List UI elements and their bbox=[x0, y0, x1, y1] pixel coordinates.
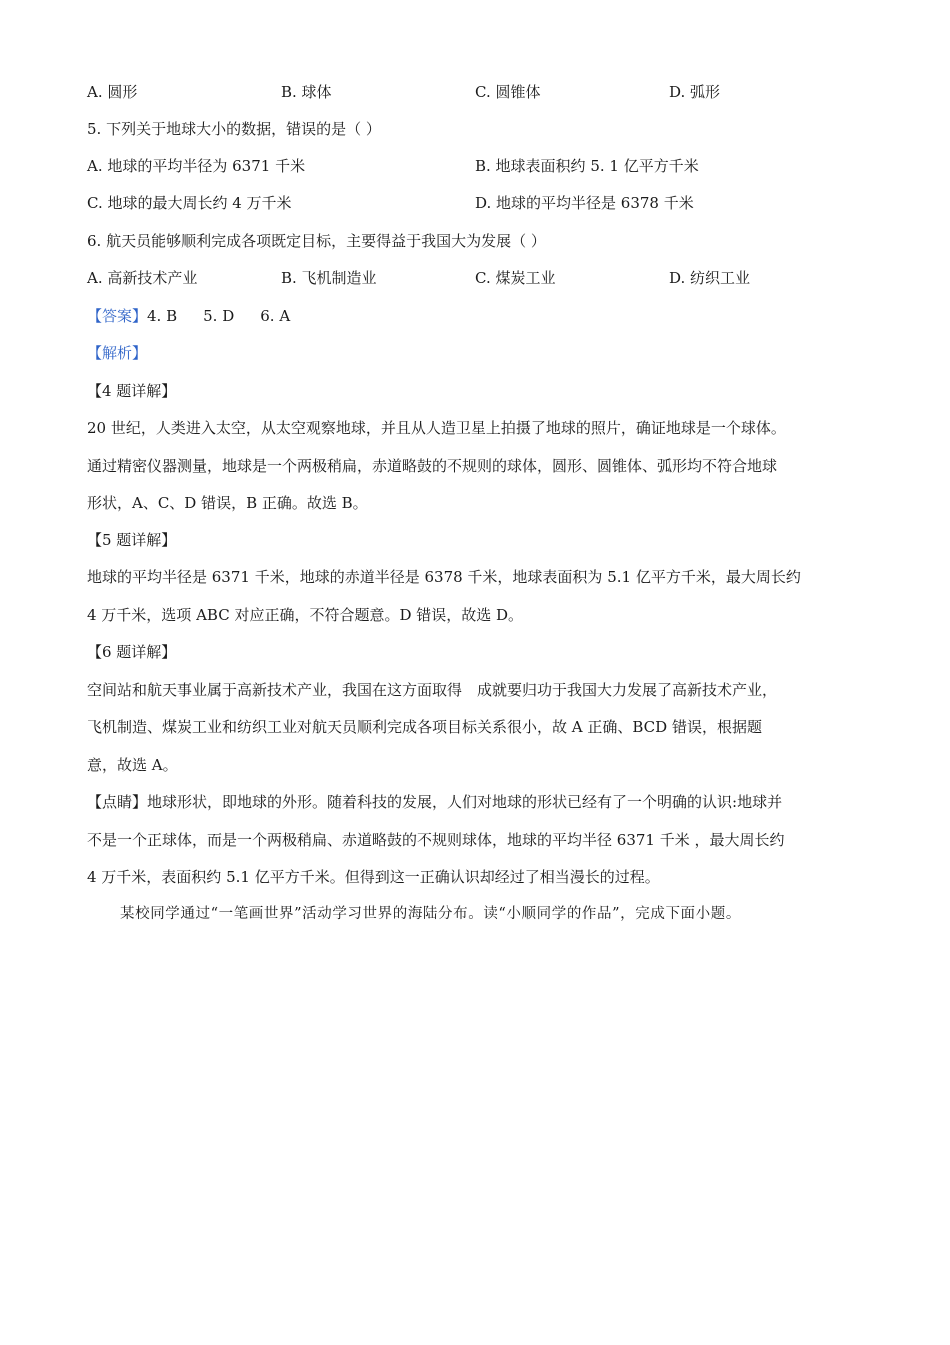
analysis-tag: 【解析】 bbox=[87, 344, 148, 362]
q4-option-b: B. 球体 bbox=[281, 83, 332, 101]
detail6-line-1: 空间站和航天事业属于高新技术产业，我国在这方面取得 成就要归功于我国大力发展了高新技术产业， bbox=[87, 681, 778, 699]
q6-option-c: C. 煤炭工业 bbox=[475, 269, 556, 287]
q5-stem: 5. 下列关于地球大小的数据，错误的是（ ） bbox=[87, 120, 381, 138]
q6-option-d: D. 纺织工业 bbox=[669, 269, 751, 287]
detail4-line-2: 通过精密仪器测量，地球是一个两极稍扁，赤道略鼓的不规则的球体，圆形、圆锥体、弧形均不符合地球 bbox=[87, 457, 778, 475]
q6-stem: 6. 航天员能够顺利完成各项既定目标，主要得益于我国大为发展（ ） bbox=[87, 232, 546, 250]
q4-option-c: C. 圆锥体 bbox=[475, 83, 541, 101]
detail5-line-1: 地球的平均半径是 6371 千米，地球的赤道半径是 6378 千米，地球表面积为 5.1 亿平方千米，最大周长约 bbox=[87, 568, 801, 586]
detail6-line-3: 意，故选 A。 bbox=[87, 756, 178, 774]
remark-first-text: 地球形状，即地球的外形。随着科技的发展，人们对地球的形状已经有了一个明确的认识:地球并 bbox=[147, 793, 783, 811]
answer-tag: 【答案】 bbox=[87, 307, 148, 325]
answer-6: 6. A bbox=[260, 307, 291, 325]
q4-option-a: A. 圆形 bbox=[87, 83, 138, 101]
answer-4: 4. B bbox=[147, 307, 178, 325]
q6-option-b: B. 飞机制造业 bbox=[281, 269, 377, 287]
remark-line-3: 4 万千米，表面积约 5.1 亿平方千米。但得到这一正确认识却经过了相当漫长的过程。 bbox=[87, 868, 660, 886]
detail4-line-3: 形状，A、C、D 错误，B 正确。故选 B。 bbox=[87, 494, 368, 512]
q5-option-a: A. 地球的平均半径为 6371 千米 bbox=[87, 157, 306, 175]
remark-tag: 【点睛】 bbox=[87, 793, 148, 811]
q5-option-b: B. 地球表面积约 5. 1 亿平方千米 bbox=[475, 157, 699, 175]
detail5-heading: 【5 题详解】 bbox=[87, 531, 177, 549]
q4-option-d: D. 弧形 bbox=[669, 83, 721, 101]
q5-option-c: C. 地球的最大周长约 4 万千米 bbox=[87, 194, 292, 212]
remark-line-2: 不是一个正球体，而是一个两极稍扁、赤道略鼓的不规则球体，地球的平均半径 6371 千米 ，最大周长约 bbox=[87, 831, 785, 849]
q5-option-d: D. 地球的平均半径是 6378 千米 bbox=[475, 194, 694, 212]
next-questions-intro: 某校同学通过“一笔画世界”活动学习世界的海陆分布。读“小顺同学的作品”，完成下面小题。 bbox=[120, 906, 741, 922]
answer-line bbox=[87, 306, 290, 326]
remark-line-1 bbox=[87, 792, 782, 812]
detail6-heading: 【6 题详解】 bbox=[87, 643, 177, 661]
q6-option-a: A. 高新技术产业 bbox=[87, 269, 198, 287]
detail6-line-2: 飞机制造、煤炭工业和纺织工业对航天员顺利完成各项目标关系很小，故 A 正确、BCD 错误，根据题 bbox=[87, 718, 762, 736]
detail4-heading: 【4 题详解】 bbox=[87, 382, 177, 400]
detail4-line-1: 20 世纪，人类进入太空，从太空观察地球，并且从人造卫星上拍摄了地球的照片，确证地球是一个球体。 bbox=[87, 419, 786, 437]
detail5-line-2: 4 万千米，选项 ABC 对应正确，不符合题意。D 错误，故选 D。 bbox=[87, 606, 524, 624]
answer-5: 5. D bbox=[203, 307, 235, 325]
